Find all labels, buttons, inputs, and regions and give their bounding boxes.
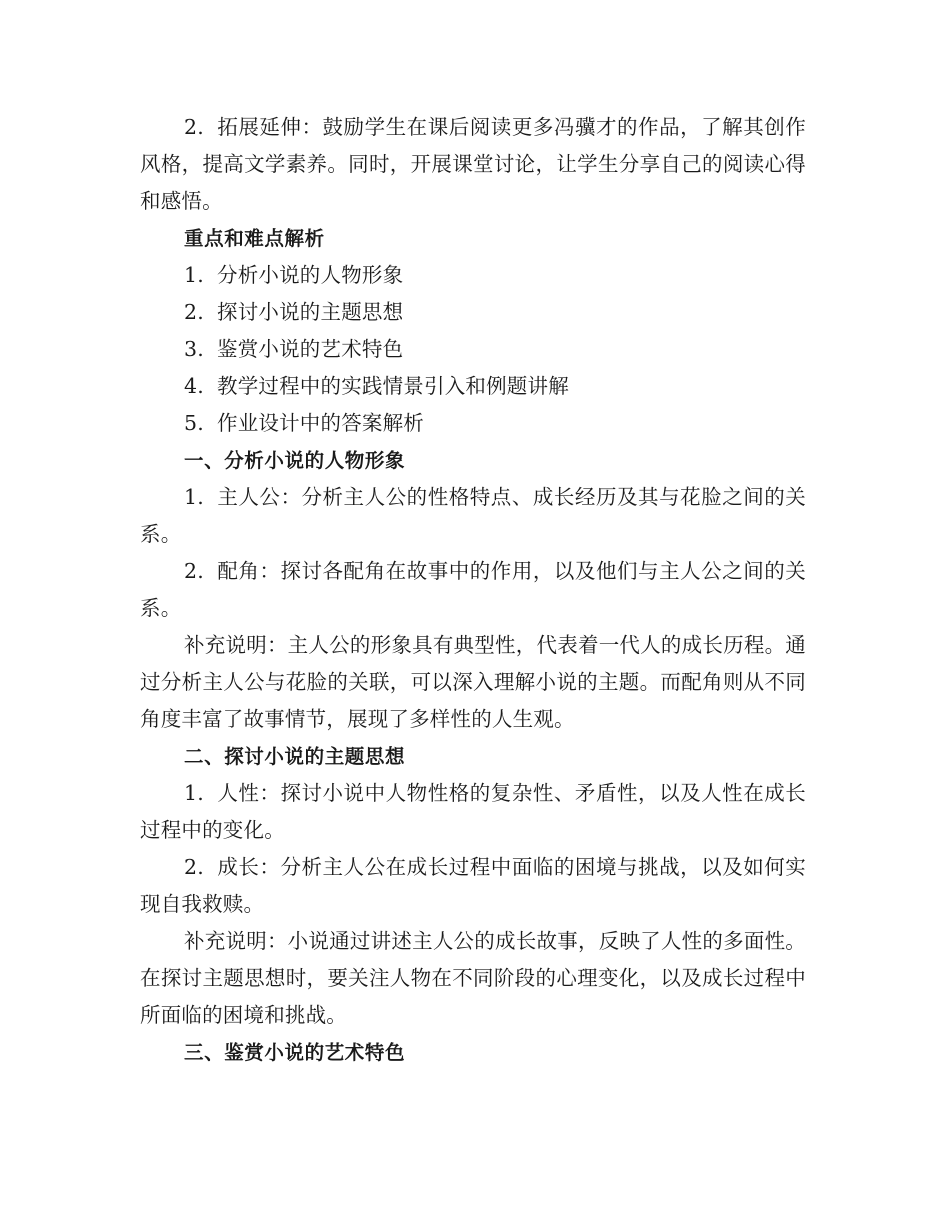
list-number: 1.	[184, 263, 204, 287]
list-number: 1.	[184, 781, 204, 805]
list-item-text: 人性：探讨小说中人物性格的复杂性、矛盾性，以及人性在成长过程中的变化。	[140, 781, 806, 842]
list-item	[140, 294, 806, 331]
list-item	[140, 331, 806, 368]
list-item-text: 探讨小说的主题思想	[217, 300, 404, 324]
list-item	[140, 368, 806, 405]
list-item	[140, 479, 806, 553]
list-number: 2.	[184, 559, 204, 583]
list-number: 2.	[184, 855, 204, 879]
list-item-text: 教学过程中的实践情景引入和例题讲解	[217, 374, 569, 398]
list-item	[140, 849, 806, 923]
list-item	[140, 257, 806, 294]
body-paragraph: 补充说明：小说通过讲述主人公的成长故事，反映了人性的多面性。在探讨主题思想时，要关注人物在不同阶段的心理变化，以及成长过程中所面临的困境和挑战。	[140, 929, 806, 1027]
list-item	[140, 553, 806, 627]
section-heading: 重点和难点解析	[184, 227, 325, 250]
list-item-text: 拓展延伸：鼓励学生在课后阅读更多冯骥才的作品，了解其创作风格，提高文学素养。同时，开展课堂讨论，让学生分享自己的阅读心得和感悟。	[140, 115, 806, 213]
list-number: 3.	[184, 337, 204, 361]
section-heading: 三、鉴赏小说的艺术特色	[184, 1041, 406, 1064]
list-item	[140, 405, 806, 442]
list-item-text: 分析小说的人物形象	[217, 263, 404, 287]
list-item-text: 成长：分析主人公在成长过程中面临的困境与挑战，以及如何实现自我救赎。	[140, 855, 806, 916]
list-number: 2.	[184, 115, 204, 139]
list-number: 2.	[184, 300, 204, 324]
list-item	[140, 109, 806, 220]
list-item-text: 主人公：分析主人公的性格特点、成长经历及其与花脸之间的关系。	[140, 485, 806, 546]
list-item	[140, 775, 806, 849]
list-item-text: 配角：探讨各配角在故事中的作用，以及他们与主人公之间的关系。	[140, 559, 806, 620]
section-heading: 一、分析小说的人物形象	[184, 449, 406, 472]
document-body	[140, 109, 806, 1071]
list-number: 5.	[184, 411, 204, 435]
list-number: 4.	[184, 374, 204, 398]
section-heading: 二、探讨小说的主题思想	[184, 745, 406, 768]
body-paragraph: 补充说明：主人公的形象具有典型性，代表着一代人的成长历程。通过分析主人公与花脸的关联，可以深入理解小说的主题。而配角则从不同角度丰富了故事情节，展现了多样性的人生观。	[140, 633, 806, 731]
list-number: 1.	[184, 485, 204, 509]
list-item-text: 鉴赏小说的艺术特色	[217, 337, 404, 361]
list-item-text: 作业设计中的答案解析	[217, 411, 424, 435]
